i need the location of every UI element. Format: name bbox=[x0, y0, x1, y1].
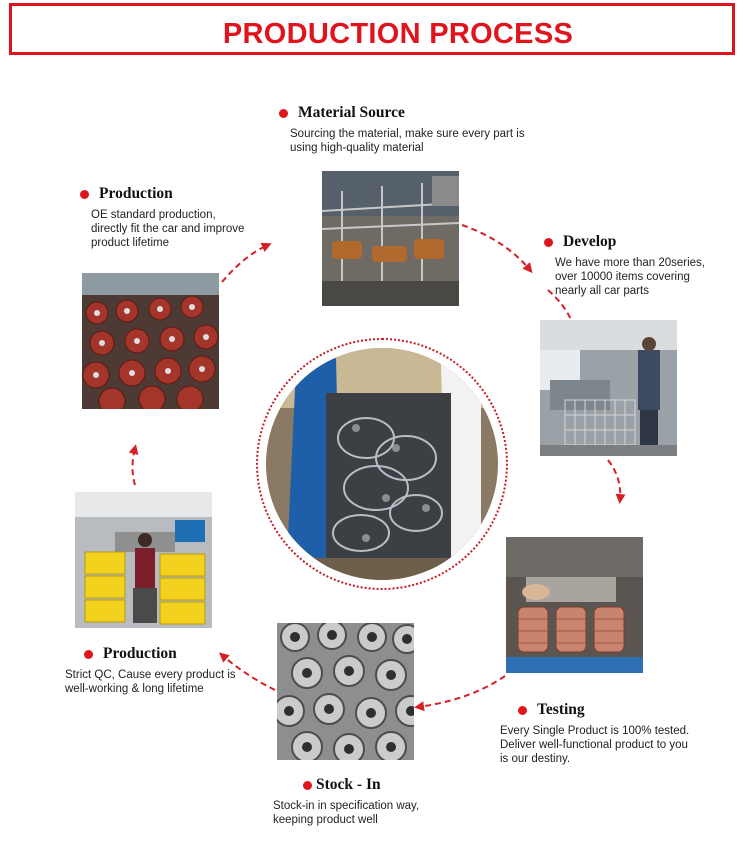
step-material-source bbox=[279, 104, 525, 155]
photo-material-source bbox=[322, 171, 459, 306]
bullet-dot-icon bbox=[84, 650, 93, 659]
step-description: We have more than 20series, over 10000 items covering nearly all car parts bbox=[555, 257, 706, 297]
center-product-image bbox=[256, 338, 508, 590]
step-title: Production bbox=[103, 645, 177, 662]
bullet-dot-icon bbox=[279, 109, 288, 118]
step-production-oe bbox=[80, 185, 244, 250]
step-production-qc bbox=[65, 645, 236, 696]
page-title: PRODUCTION PROCESS bbox=[222, 18, 574, 50]
bullet-dot-icon bbox=[544, 238, 553, 247]
step-develop bbox=[544, 233, 705, 298]
step-title: Develop bbox=[563, 233, 617, 250]
step-description: Every Single Product is 100% tested. Deliver well-functional product to you is our destiny. bbox=[500, 725, 690, 765]
bullet-dot-icon bbox=[518, 706, 527, 715]
bullet-dot-icon bbox=[303, 781, 312, 790]
step-title: Production bbox=[99, 185, 173, 202]
step-description: Sourcing the material, make sure every part is using high-quality material bbox=[290, 128, 525, 154]
photo-develop bbox=[540, 320, 677, 456]
step-title: Material Source bbox=[298, 104, 405, 121]
step-description: OE standard production, directly fit the car and improve product lifetime bbox=[91, 209, 245, 249]
step-stock-in bbox=[273, 776, 419, 827]
arrow-develop-to-testing bbox=[608, 460, 620, 500]
photo-production-qc bbox=[75, 492, 212, 628]
step-title: Testing bbox=[537, 701, 585, 718]
arrow-material-to-develop bbox=[462, 225, 530, 270]
arrow-production-to-production bbox=[133, 448, 136, 485]
photo-testing bbox=[506, 537, 643, 673]
bullet-dot-icon bbox=[80, 190, 89, 199]
photo-stock-in bbox=[277, 623, 414, 760]
step-testing bbox=[489, 701, 689, 766]
step-description: Strict QC, Cause every product is well-working & long lifetime bbox=[65, 669, 236, 695]
step-title: Stock - In bbox=[316, 776, 381, 793]
arrow-production-to-material bbox=[222, 245, 268, 282]
step-description: Stock-in in specification way, keeping product well bbox=[273, 800, 420, 826]
photo-production-oe bbox=[82, 273, 219, 409]
